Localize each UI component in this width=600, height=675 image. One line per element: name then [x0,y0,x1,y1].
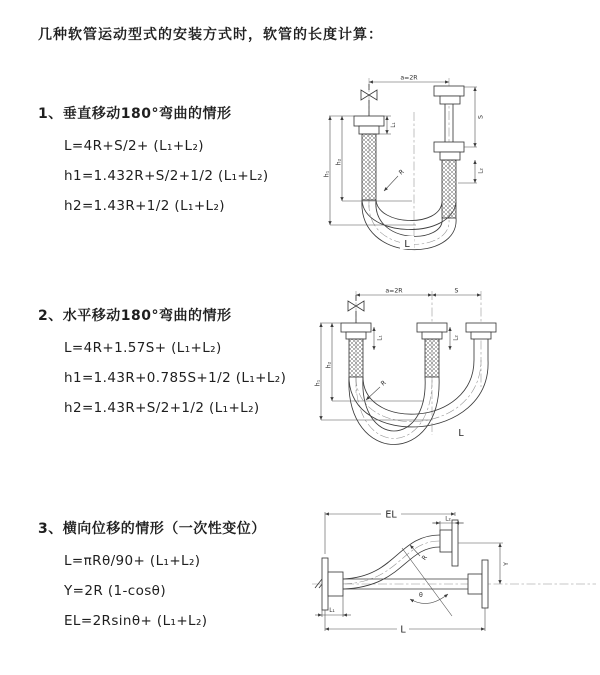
stroke-dim-label: S [454,287,459,295]
formula-line: h2=1.43R+1/2 (L₁+L₂) [64,198,225,214]
centerlines [369,78,449,248]
stroke-dim-label: S [477,115,485,119]
formula-line: L=πRθ/90+ (L₁+L₂) [64,553,201,569]
formula-line: EL=2Rsinθ+ (L₁+L₂) [64,613,208,629]
flange [434,86,464,96]
length-label: L [404,239,410,250]
construction-geometry [402,545,452,616]
flange [417,323,447,332]
end1-dim-label: L₁ [377,335,384,341]
braided-hose [349,339,363,377]
flange-nut [346,332,366,339]
formula-line: h2=1.43R+S/2+1/2 (L₁+L₂) [64,400,260,416]
right-flange [468,560,488,608]
formula-line: L=4R+1.57S+ (L₁+L₂) [64,340,222,356]
flange [354,116,384,126]
angle-label: θ [419,592,423,599]
flange [466,323,496,332]
span-dim-label: a=2R [385,287,403,295]
right-pipe-end [434,86,464,218]
section-heading: 2、水平移动180°弯曲的情形 [38,308,232,324]
end1-dim-label: L₁ [391,122,397,128]
formula-block [38,131,269,221]
radius-label: R [397,168,406,177]
formula-block [38,333,286,423]
flange-nut [440,96,460,104]
section-vertical-180 [38,103,269,221]
y-dim-label: Y [503,562,510,566]
h2-dim-label: h₂ [335,158,343,166]
length-label: L [458,428,464,439]
formula-block [38,546,266,636]
end2-dim-label: L₂ [453,335,460,341]
diagram-horizontal-180-bend [312,283,599,455]
flange [341,323,371,332]
el-dim-label: EL [385,509,397,521]
span-dim-label: a=2R [400,74,418,82]
radius-label: R [420,554,429,562]
end2-dim-label: L₂ [445,516,451,523]
formula-line: h1=1.432R+S/2+1/2 (L₁+L₂) [64,168,269,184]
flange-nut [359,126,379,134]
page-title: 几种软管运动型式的安装方式时，软管的长度计算： [38,27,383,43]
section-heading: 1、垂直移动180°弯曲的情形 [38,106,232,122]
braided-hose [362,134,376,200]
flange-nut [440,152,460,160]
left-pipe-end [341,295,371,377]
length-label: L [400,624,406,636]
braided-hose [442,160,456,218]
braided-hose [425,339,439,377]
radius-label: R [379,379,388,388]
centerlines [356,291,481,439]
middle-pipe-end [417,323,447,377]
left-flange [322,558,343,610]
flange [434,142,464,152]
h1-dim-label: h₁ [314,379,322,387]
top-flange [440,520,458,566]
end2-dim-label: L₂ [478,168,485,174]
left-pipe-end [354,84,384,200]
section-horizontal-180 [38,305,286,423]
formula-line: L=4R+S/2+ (L₁+L₂) [64,138,204,154]
formula-line: h1=1.43R+0.785S+1/2 (L₁+L₂) [64,370,287,386]
flange-nut [471,332,491,339]
formula-line: Y=2R (1-cosθ) [64,583,166,599]
section-heading: 3、横向位移的情形（一次性变位） [38,521,266,537]
end1-dim-label: L₁ [329,608,335,614]
dimensions [315,508,510,636]
diagram-vertical-180-bend [314,70,586,258]
diagram-lateral-displacement [306,498,600,646]
flange-nut [422,332,442,339]
h2-dim-label: h₂ [325,361,333,369]
section-lateral-displacement [38,518,266,636]
h1-dim-label: h₁ [323,170,331,178]
